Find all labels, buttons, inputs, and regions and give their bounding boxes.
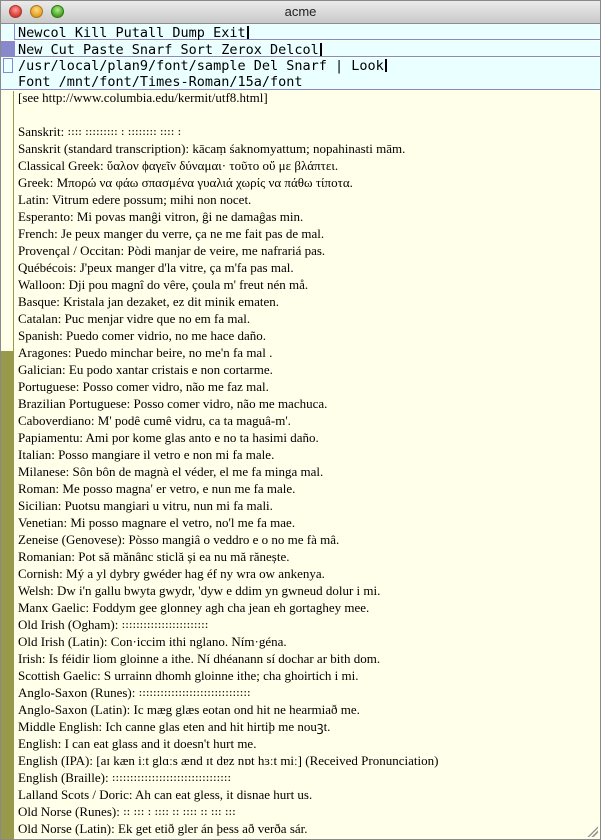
text-line[interactable]: Caboverdiano: M' podê cumê vidru, ca ta maguâ-m'.: [18, 413, 291, 428]
text-body[interactable]: [18, 89, 598, 837]
text-line[interactable]: English (Braille): ꞉꞉꞉꞉꞉꞉꞉꞉꞉꞉꞉꞉꞉꞉꞉꞉꞉꞉꞉꞉꞉꞉꞉꞉꞉꞉꞉꞉꞉꞉꞉꞉꞉: [18, 770, 232, 785]
scrollbar[interactable]: [1, 91, 13, 840]
text-line[interactable]: Sanskrit (standard transcription): kācaṃ śaknomyattum; nopahinasti mām.: [18, 141, 406, 156]
text-line[interactable]: Old Norse (Runes): ꞉꞉ ꞉꞉꞉ ꞉ ꞉꞉꞉꞉ ꞉꞉ ꞉꞉꞉꞉ ꞉꞉ ꞉꞉꞉ ꞉꞉꞉: [18, 804, 236, 819]
text-line[interactable]: Old Irish (Latin): Con·iccim ithi nglano. Ním·géna.: [18, 634, 287, 649]
text-line[interactable]: Italian: Posso mangiare il vetro e non mi fa male.: [18, 447, 275, 462]
text-line[interactable]: Classical Greek: ὕαλον ϕαγεῖν δύναμαι· τοῦτο οὔ με βλάπτει.: [18, 158, 339, 173]
window-title: acme: [284, 4, 317, 19]
file-tag[interactable]: [1, 58, 600, 90]
text-line[interactable]: Anglo-Saxon (Latin): Ic mæg glæs eotan ond hit ne hearmiað me.: [18, 702, 360, 717]
text-line[interactable]: Provençal / Occitan: Pòdi manjar de veire, me nafrariá pas.: [18, 243, 326, 258]
text-line[interactable]: Galician: Eu podo xantar cristais e non cortarme.: [18, 362, 273, 377]
text-line[interactable]: Brazilian Portuguese: Posso comer vidro, não me machuca.: [18, 396, 328, 411]
column-layout-box[interactable]: [1, 24, 15, 40]
text-line[interactable]: Latin: Vitrum edere possum; mihi non nocet.: [18, 192, 252, 207]
text-line[interactable]: Romanian: Pot să mănânc sticlă și ea nu mă rănește.: [18, 549, 290, 564]
title-bar[interactable]: [1, 1, 600, 24]
column-tag-text[interactable]: Newcol Kill Putall Dump Exit: [18, 25, 246, 41]
text-line[interactable]: Spanish: Puedo comer vidrio, no me hace daño.: [18, 328, 267, 343]
text-line[interactable]: Esperanto: Mi povas manĝi vitron, ĝi ne damaĝas min.: [18, 209, 304, 224]
text-line[interactable]: Lalland Scots / Doric: Ah can eat gless, it disnae hurt us.: [18, 787, 313, 802]
text-line[interactable]: Greek: Μπορώ να φάω σπασμένα γυαλιά χωρίς να πάθω τίποτα.: [18, 175, 353, 190]
file-layout-box[interactable]: [3, 58, 13, 73]
text-line[interactable]: Zeneise (Genovese): Pòsso mangiâ o veddro e o no me fà mâ.: [18, 532, 340, 547]
file-tag-line2[interactable]: Font /mnt/font/Times-Roman/15a/font: [18, 74, 303, 90]
resize-grip-icon[interactable]: [587, 826, 598, 837]
text-line[interactable]: Aragones: Puedo minchar beire, no me'n fa mal .: [18, 345, 273, 360]
text-line[interactable]: Roman: Me posso magna' er vetro, e nun me fa male.: [18, 481, 296, 496]
scrollbar-thumb[interactable]: [1, 91, 13, 351]
text-line[interactable]: Old Irish (Ogham): ꞉꞉꞉꞉꞉꞉꞉꞉꞉꞉꞉꞉꞉꞉꞉꞉꞉꞉꞉꞉꞉꞉꞉꞉: [18, 617, 209, 632]
text-line[interactable]: Middle English: Ich canne glas eten and hit hirtiþ me nouꝫt.: [18, 719, 331, 734]
file-tag-line1[interactable]: /usr/local/plan9/font/sample Del Snarf | Look: [18, 58, 387, 74]
text-line[interactable]: Irish: Is féidir liom gloinne a ithe. Ní dhéanann sí dochar ar bith dom.: [18, 651, 381, 666]
window-layout-box[interactable]: [1, 41, 15, 57]
text-line[interactable]: Welsh: Dw i'n gallu bwyta gwydr, 'dyw e ddim yn gwneud dolur i mi.: [18, 583, 381, 598]
text-cursor: [320, 43, 322, 56]
text-line[interactable]: Basque: Kristala jan dezaket, ez dit minik ematen.: [18, 294, 279, 309]
text-line[interactable]: English (IPA): [aɪ kæn iːt glɑːs ænd ɪt dɐz nɒt hɜːt miː] (Received Pronunciation): [18, 753, 439, 768]
text-line[interactable]: French: Je peux manger du verre, ça ne me fait pas de mal.: [18, 226, 325, 241]
text-line[interactable]: Walloon: Dji pou magnî do vêre, çoula m' freut nén må.: [18, 277, 309, 292]
scrollbar-divider: [13, 91, 14, 840]
text-line[interactable]: [18, 106, 598, 123]
text-line[interactable]: Papiamentu: Ami por kome glas anto e no ta hasimi daño.: [18, 430, 319, 445]
window-tag[interactable]: [1, 41, 600, 57]
text-line[interactable]: [see http://www.columbia.edu/kermit/utf8.html]: [18, 90, 268, 105]
text-line[interactable]: Manx Gaelic: Foddym gee glonney agh cha jean eh gortaghey mee.: [18, 600, 370, 615]
text-cursor: [247, 26, 249, 39]
text-line[interactable]: Anglo-Saxon (Runes): ꞉꞉꞉꞉꞉꞉꞉꞉꞉꞉꞉꞉꞉꞉꞉꞉꞉꞉꞉꞉꞉꞉꞉꞉꞉꞉꞉꞉꞉꞉꞉: [18, 685, 251, 700]
column-tag[interactable]: [1, 24, 600, 40]
text-line[interactable]: Sanskrit: ꞉꞉꞉꞉ ꞉꞉꞉꞉꞉꞉꞉꞉꞉ ꞉ ꞉꞉꞉꞉꞉꞉꞉꞉ ꞉꞉꞉꞉ ꞉: [18, 124, 182, 139]
text-line[interactable]: Milanese: Sôn bôn de magnà el véder, el me fa minga mal.: [18, 464, 324, 479]
text-line[interactable]: English: I can eat glass and it doesn't hurt me.: [18, 736, 257, 751]
text-line[interactable]: Sicilian: Puotsu mangiari u vitru, nun mi fa mali.: [18, 498, 273, 513]
text-line[interactable]: Venetian: Mi posso magnare el vetro, no'l me fa mae.: [18, 515, 296, 530]
text-cursor: [385, 59, 387, 72]
text-line[interactable]: Québécois: J'peux manger d'la vitre, ça m'fa pas mal.: [18, 260, 294, 275]
window-tag-text[interactable]: New Cut Paste Snarf Sort Zerox Delcol: [18, 42, 319, 58]
text-line[interactable]: Cornish: Mý a yl dybry gwéder hag éf ny wra ow ankenya.: [18, 566, 325, 581]
text-line[interactable]: Scottish Gaelic: S urrainn dhomh gloinne ithe; cha ghoirtich i mi.: [18, 668, 359, 683]
text-line[interactable]: Old Norse (Latin): Ek get etið gler án þess að verða sár.: [18, 821, 308, 836]
text-line[interactable]: Catalan: Puc menjar vidre que no em fa mal.: [18, 311, 251, 326]
text-line[interactable]: Portuguese: Posso comer vidro, não me faz mal.: [18, 379, 269, 394]
